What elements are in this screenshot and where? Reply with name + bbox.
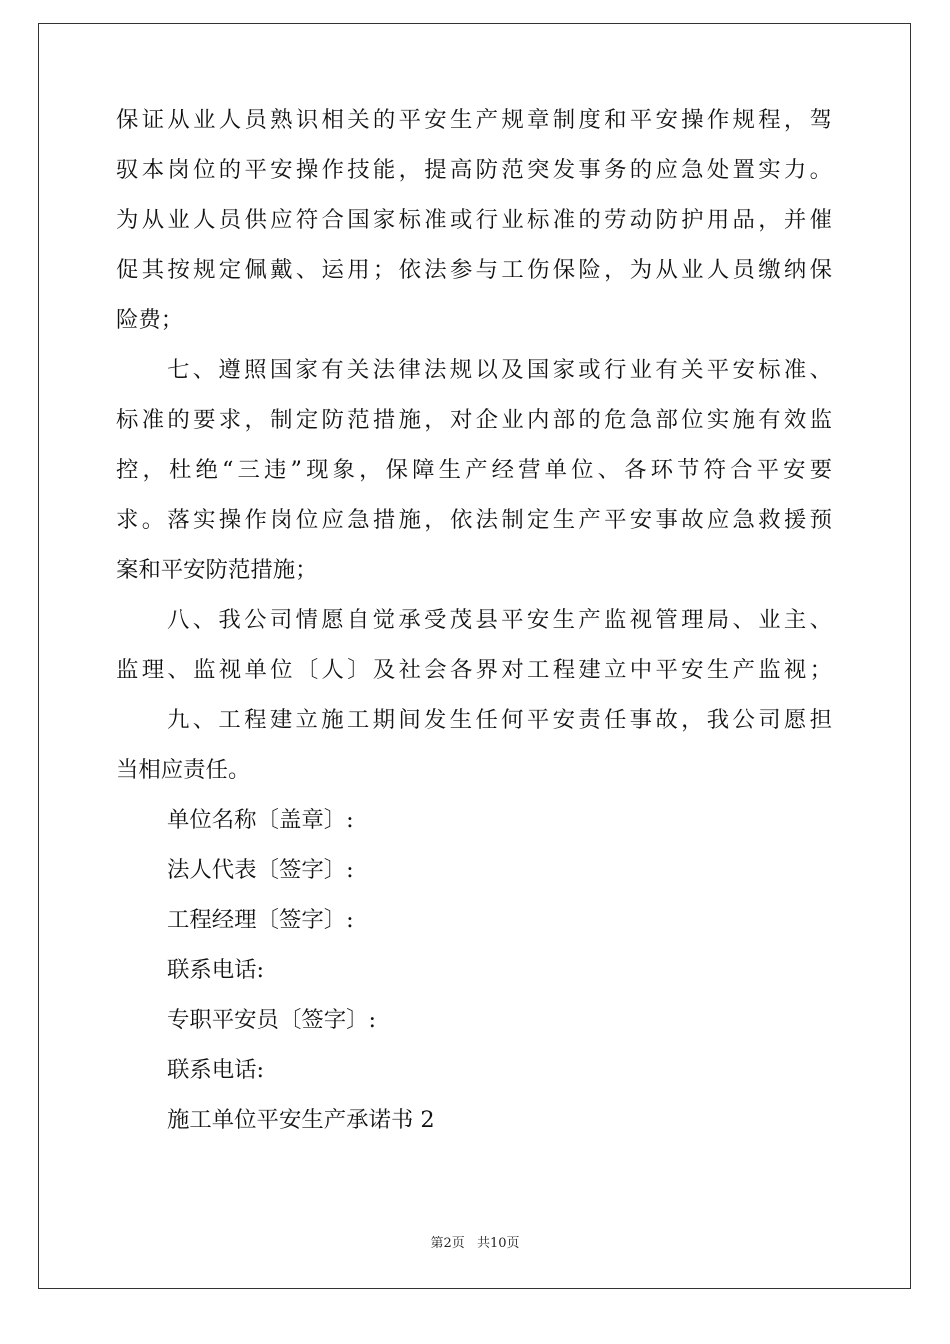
signature-safety-officer: 专职平安员〔签字〕:	[167, 1007, 377, 1033]
paragraph-eight-start: 八、我公司情愿自觉承受茂县平安生产监视管理局、业主、	[167, 607, 832, 633]
text-line: 为从业人员供应符合国家标准或行业标准的劳动防护用品，并催	[116, 207, 832, 233]
text-line: 监理、监视单位〔人〕及社会各界对工程建立中平安生产监视；	[116, 657, 832, 683]
contact-phone: 联系电话:	[167, 957, 265, 983]
page-number: 第2页	[430, 1236, 465, 1251]
contact-phone: 联系电话:	[167, 1057, 265, 1083]
text-line: 案和平安防范措施；	[116, 557, 318, 583]
document-body	[116, 95, 832, 1145]
signature-project-manager: 工程经理〔签字〕:	[167, 907, 354, 933]
paragraph-nine-start: 九、工程建立施工期间发生任何平安责任事故，我公司愿担	[167, 707, 832, 733]
text-line: 标准的要求，制定防范措施，对企业内部的危急部位实施有效监	[116, 407, 832, 433]
text-line: 保证从业人员熟识相关的平安生产规章制度和平安操作规程，驾	[116, 107, 832, 133]
signature-unit-name: 单位名称〔盖章〕:	[167, 807, 354, 833]
text-line: 当相应责任。	[116, 757, 251, 783]
paragraph-seven-start: 七、遵照国家有关法律法规以及国家或行业有关平安标准、	[167, 357, 832, 383]
text-line: 控，杜绝“三违”现象，保障生产经营单位、各环节符合平安要	[116, 457, 832, 483]
page-footer	[0, 1232, 950, 1251]
text-line: 求。落实操作岗位应急措施，依法制定生产平安事故应急救援预	[116, 507, 832, 533]
section-heading: 施工单位平安生产承诺书 2	[167, 1107, 435, 1133]
signature-legal-rep: 法人代表〔签字〕:	[167, 857, 354, 883]
text-line: 驭本岗位的平安操作技能，提高防范突发事务的应急处置实力。	[116, 157, 832, 183]
text-line: 促其按规定佩戴、运用；依法参与工伤保险，为从业人员缴纳保	[116, 257, 832, 283]
page-total: 共10页	[476, 1236, 520, 1251]
text-line: 险费；	[116, 307, 184, 333]
